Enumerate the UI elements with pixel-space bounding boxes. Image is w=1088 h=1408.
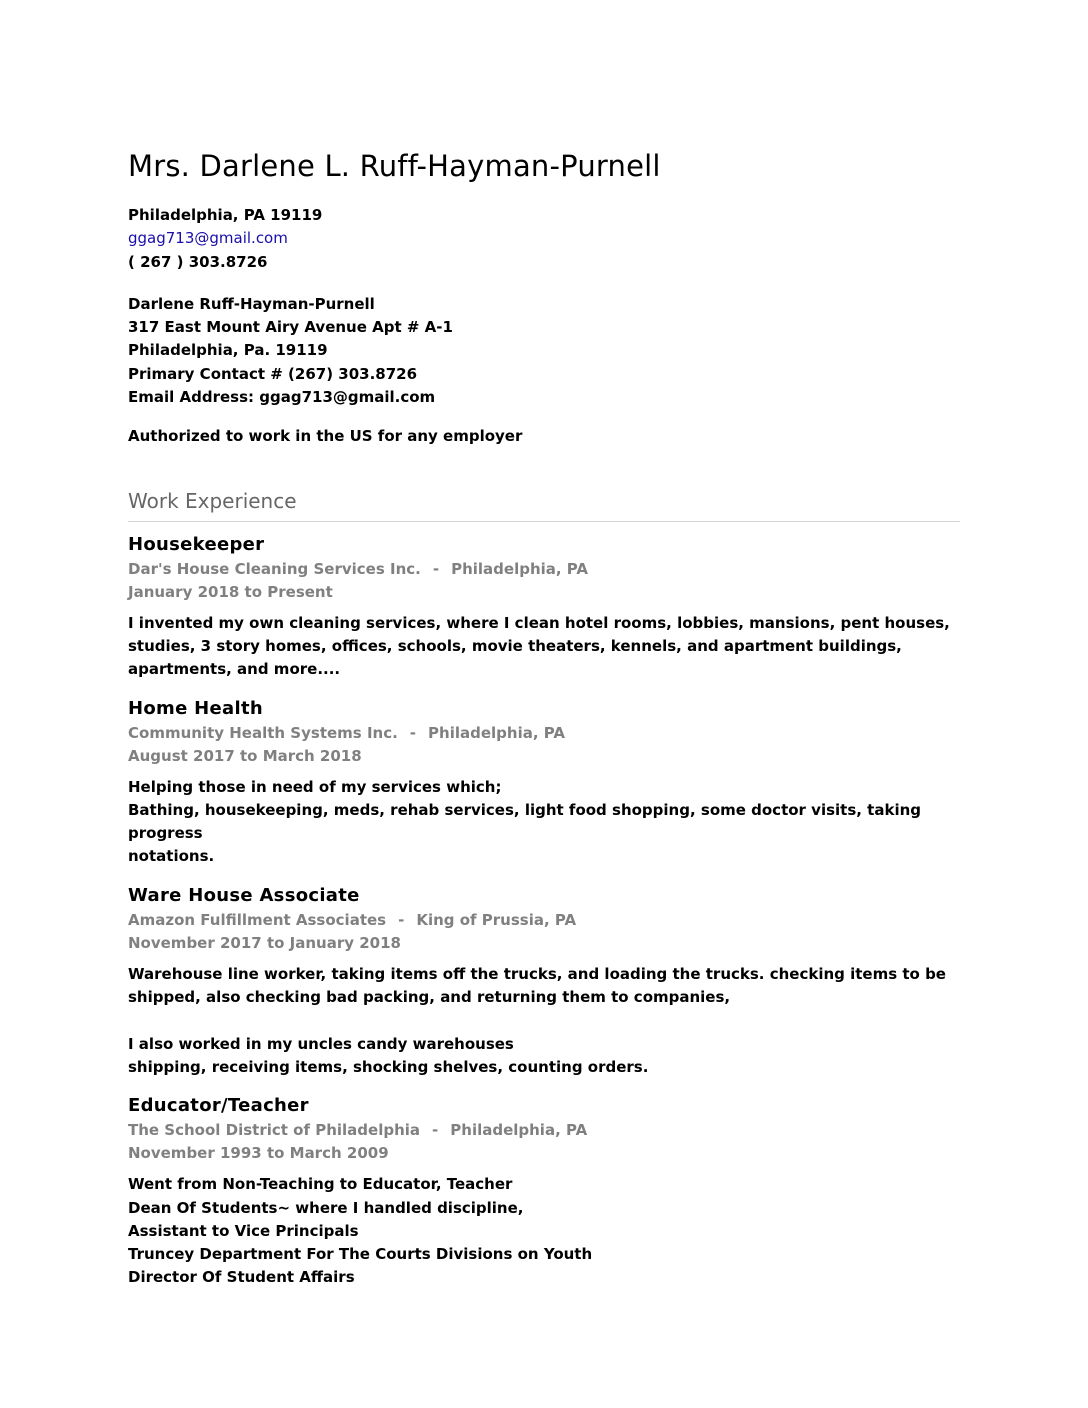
description-line: Bathing, housekeeping, meds, rehab services, light food shopping, some doctor visits, taking progress [128,800,922,843]
address-line: Primary Contact # (267) 303.8726 [128,364,418,383]
job-description [128,776,960,869]
blank-line [128,1009,960,1032]
job-entry [128,532,960,682]
job-title: Housekeeper [128,533,265,555]
address-block [128,293,960,409]
jobs-list [128,532,960,1290]
job-entry [128,696,960,869]
meta-separator: - [398,910,405,929]
job-dates: November 2017 to January 2018 [128,933,401,952]
description-line: Assistant to Vice Principals [128,1221,359,1240]
work-authorization: Authorized to work in the US for any employer [128,427,523,446]
address-line: Darlene Ruff-Hayman-Purnell [128,294,375,313]
job-dates: November 1993 to March 2009 [128,1144,389,1163]
job-title: Educator/Teacher [128,1095,309,1117]
description-line: I also worked in my uncles candy warehouses [128,1034,514,1053]
job-dates: January 2018 to Present [128,582,333,601]
meta-separator: - [409,723,417,742]
description-line: I invented my own cleaning services, where I clean hotel rooms, lobbies, mansions, pent houses, [128,613,950,632]
job-dates: August 2017 to March 2018 [128,746,362,765]
contact-block [128,204,960,274]
description-line: Went from Non-Teaching to Educator, Teacher [128,1175,513,1194]
job-location: Philadelphia, PA [428,723,565,742]
description-line: notations. [128,847,215,866]
job-company: The School District of Philadelphia [128,1121,421,1140]
resume-page [128,148,960,1290]
job-company: Dar's House Cleaning Services Inc. [128,559,421,578]
job-company-location [128,909,960,932]
job-location: Philadelphia, PA [451,559,589,578]
description-line: Warehouse line worker, taking items off the trucks, and loading the trucks. checking items to be [128,964,946,983]
job-company-location [128,1119,960,1142]
job-description [128,963,960,1079]
job-company-location [128,722,960,745]
description-line: shipping, receiving items, shocking shelves, counting orders. [128,1057,649,1076]
email-link[interactable]: ggag713@gmail.com [128,229,288,248]
phone: ( 267 ) 303.8726 [128,252,268,271]
job-entry [128,883,960,1079]
location: Philadelphia, PA 19119 [128,206,323,224]
job-location: King of Prussia, PA [416,910,577,929]
job-company: Amazon Fulfillment Associates [128,910,387,929]
description-line: studies, 3 story homes, offices, schools, movie theaters, kennels, and apartment buildings, [128,636,902,655]
candidate-name: Mrs. Darlene L. Ruff-Hayman-Purnell [128,149,661,183]
job-location: Philadelphia, PA [450,1121,588,1140]
description-line: shipped, also checking bad packing, and returning them to companies, [128,988,731,1007]
job-company: Community Health Systems Inc. [128,723,398,742]
meta-separator: - [432,1121,439,1140]
job-description [128,612,960,682]
description-line: Helping those in need of my services which; [128,777,502,796]
description-line: Truncey Department For The Courts Divisions on Youth [128,1245,593,1264]
address-line: 317 East Mount Airy Avenue Apt # A-1 [128,318,453,337]
job-title: Ware House Associate [128,884,360,906]
job-company-location [128,558,960,581]
job-title: Home Health [128,697,263,719]
address-line: Philadelphia, Pa. 19119 [128,341,328,360]
meta-separator: - [432,559,440,578]
section-divider [128,521,960,522]
section-title-work-experience: Work Experience [128,488,297,513]
job-entry [128,1093,960,1289]
address-line: Email Address: ggag713@gmail.com [128,388,436,407]
job-description [128,1173,960,1289]
description-line: Director Of Student Affairs [128,1268,355,1287]
description-line: apartments, and more.... [128,660,341,679]
description-line: Dean Of Students~ where I handled discipline, [128,1198,524,1217]
